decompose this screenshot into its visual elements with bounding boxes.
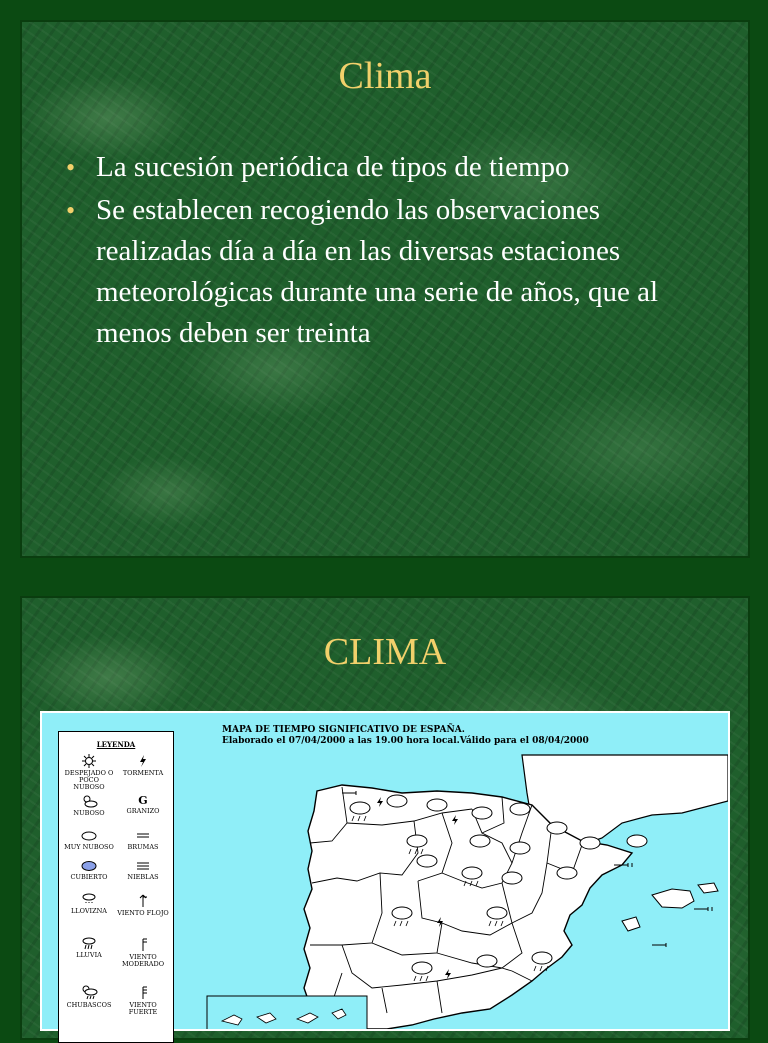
legend-item — [63, 892, 115, 915]
wind-light-icon — [133, 892, 153, 908]
mist-icon — [133, 828, 153, 842]
legend-label: DESPEJADO O POCO NUBOSO — [64, 769, 114, 791]
legend-label: CHUBASCOS — [66, 1001, 112, 1009]
sun-cloud-icon — [79, 794, 99, 808]
hail-icon: G — [138, 794, 148, 807]
legend-item — [63, 984, 115, 1009]
legend-label: NIEBLAS — [127, 873, 159, 881]
cloud-icon — [79, 828, 99, 842]
menorca — [698, 883, 718, 893]
legend-item — [63, 794, 115, 817]
map-legend — [58, 731, 174, 1043]
map-title: MAPA DE TIEMPO SIGNIFICATIVO DE ESPAÑA. — [222, 725, 465, 735]
legend-item — [63, 936, 115, 959]
slide-title: CLIMA — [323, 631, 447, 673]
legend-label: NUBOSO — [73, 809, 105, 817]
legend-item — [117, 858, 169, 881]
legend-item — [63, 828, 115, 851]
drizzle-icon — [79, 892, 99, 906]
showers-icon — [79, 984, 99, 1000]
legend-item — [117, 936, 169, 968]
slide-clima-definition — [22, 22, 748, 556]
legend-label: CUBIERTO — [70, 873, 108, 881]
legend-label: VIENTO FLOJO — [117, 909, 169, 917]
legend-label: LLUVIA — [76, 951, 102, 959]
sun-icon — [79, 754, 99, 768]
lightning-icon — [133, 754, 153, 768]
slide-clima-map — [22, 598, 748, 1038]
bullet-icon: • — [66, 196, 76, 225]
legend-label: BRUMAS — [127, 843, 159, 851]
wind-strong-icon — [133, 984, 153, 1000]
bullet-item — [66, 147, 718, 188]
legend-label: VIENTO FUERTE — [128, 1001, 158, 1016]
legend-item — [117, 794, 169, 815]
weather-map — [40, 711, 730, 1031]
bullet-item — [66, 190, 718, 354]
fog-icon — [133, 858, 153, 872]
ibiza — [622, 917, 640, 931]
legend-item — [117, 754, 169, 777]
bullet-list — [66, 147, 718, 356]
legend-item — [63, 754, 115, 791]
map-subtitle: Elaborado el 07/04/2000 a las 19.00 hora local.Válido para el 08/04/2000 — [222, 736, 589, 746]
legend-label: LLOVIZNA — [70, 907, 107, 915]
legend-label: TORMENTA — [122, 769, 164, 777]
legend-item — [117, 828, 169, 851]
bullet-text: Se establecen recogiendo las observaciones realizadas día a día en las diversas estaciones meteorológicas durante una serie de años, que al menos deben ser treinta — [96, 194, 659, 349]
bullet-icon: • — [66, 153, 76, 182]
map-header — [222, 725, 589, 747]
legend-label: GRANIZO — [126, 807, 160, 815]
rain-icon — [79, 936, 99, 950]
slide-title: Clima — [338, 55, 432, 97]
legend-label: MUY NUBOSO — [64, 843, 114, 851]
mallorca — [652, 889, 694, 908]
legend-item — [117, 984, 169, 1016]
legend-item — [117, 892, 169, 917]
legend-title: LEYENDA — [96, 740, 136, 749]
bullet-text: La sucesión periódica de tipos de tiempo — [96, 151, 570, 183]
overcast-icon — [79, 858, 99, 872]
wind-moderate-icon — [133, 936, 153, 952]
legend-label: VIENTO MODERADO — [121, 953, 165, 968]
legend-item — [63, 858, 115, 881]
